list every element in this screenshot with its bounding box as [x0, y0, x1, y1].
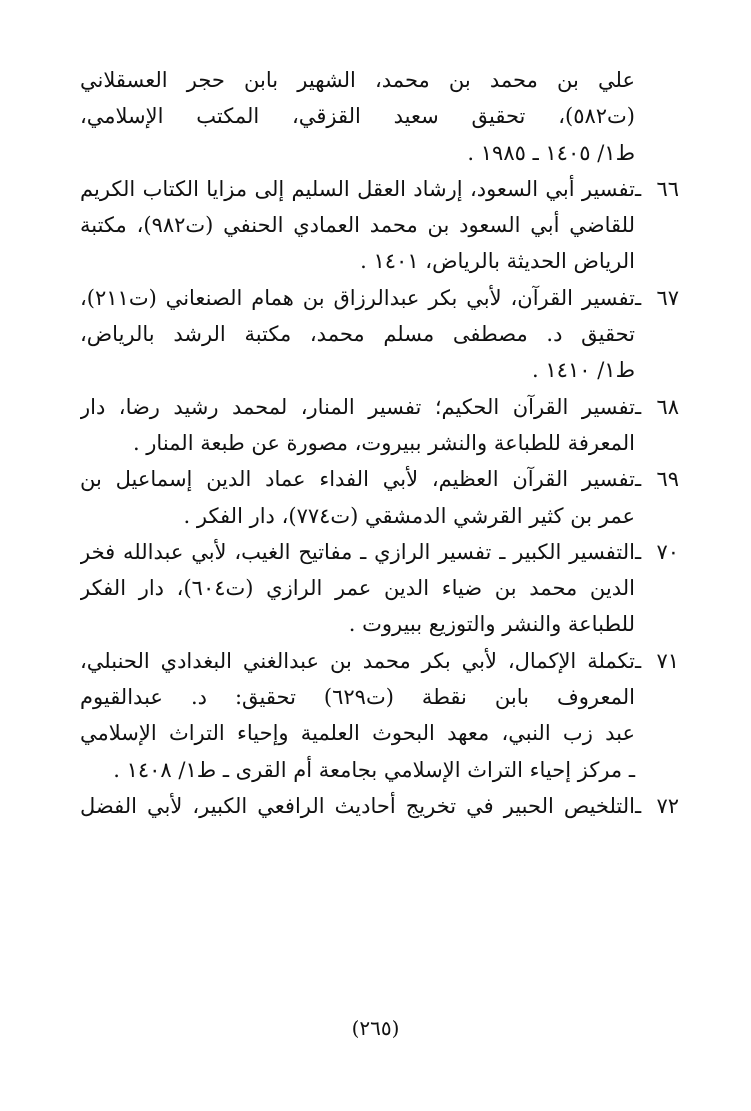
entry-first-line: [80, 389, 679, 425]
entry-first-line: [80, 461, 679, 497]
text-line: علي بن محمد بن محمد، الشهير بابن حجر العسقلاني: [80, 68, 635, 92]
entry-text: التفسير الكبير ـ تفسير الرازي ـ مفاتيح الغيب، لأبي عبدالله فخر: [80, 539, 635, 564]
bibliography-text: [80, 62, 679, 824]
entry-text: تفسير القرآن الحكيم؛ تفسير المنار، لمحمد رشيد رضا، دار: [80, 394, 635, 419]
text-line: للقاضي أبي السعود بن محمد العمادي الحنفي (ت٩٨٢)، مكتبة: [80, 213, 635, 238]
entry-number: ٧٢ ـ: [635, 793, 679, 818]
text-line: (ت٥٨٢)، تحقيق سعيد القزقي، المكتب الإسلامي،: [80, 104, 635, 129]
text-line: المعرفة للطباعة والنشر ببيروت، مصورة عن طبعة المنار .: [132, 430, 635, 455]
entry-first-line: [80, 534, 679, 570]
entry-first-line: [80, 171, 679, 207]
text-line: ـ مركز إحياء التراث الإسلامي بجامعة أم القرى ـ ط١/ ١٤٠٨ .: [113, 757, 635, 782]
entry-text: تفسير القرآن، لأبي بكر عبدالرزاق بن همام الصنعاني (ت٢١١)،: [80, 285, 635, 310]
entry-text: تفسير القرآن العظيم، لأبي الفداء عماد الدين إسماعيل بن: [80, 467, 635, 492]
entry-number: ٦٩ ـ: [635, 467, 679, 492]
text-line: ط١/ ١٤١٠ .: [532, 358, 635, 383]
entry-first-line: [80, 788, 679, 824]
entry-text: تكملة الإكمال، لأبي بكر محمد بن عبدالغني البغدادي الحنبلي،: [80, 648, 635, 673]
text-line: تحقيق د. مصطفى مسلم محمد، مكتبة الرشد بالرياض،: [80, 322, 635, 347]
text-line: عمر بن كثير القرشي الدمشقي (ت٧٧٤)، دار الفكر .: [183, 503, 635, 528]
text-line: عبد زب النبي، معهد البحوث العلمية وإحياء التراث الإسلامي: [80, 721, 635, 746]
text-line: الدين محمد بن ضياء الدين عمر الرازي (ت٦٠٤)، دار الفكر: [80, 576, 635, 601]
entry-number: ٧٠ ـ: [635, 539, 679, 564]
entry-number: ٧١ ـ: [635, 648, 679, 673]
text-line: المعروف بابن نقطة (ت٦٢٩) تحقيق: د. عبدالقيوم: [80, 685, 635, 710]
text-line: الرياض الحديثة بالرياض، ١٤٠١ .: [360, 249, 635, 274]
text-line: للطباعة والنشر والتوزيع ببيروت .: [348, 612, 635, 637]
entry-number: ٦٧ ـ: [635, 285, 679, 310]
entry-text: التلخيص الحبير في تخريج أحاديث الرافعي الكبير، لأبي الفضل: [80, 793, 635, 818]
text-line: ط١/ ١٤٠٥ ـ ١٩٨٥ .: [467, 140, 635, 165]
page-number: (٢٦٥): [351, 1016, 400, 1040]
entry-first-line: [80, 280, 679, 316]
entry-first-line: [80, 643, 679, 679]
entry-text: تفسير أبي السعود، إرشاد العقل السليم إلى مزايا الكتاب الكريم: [80, 176, 635, 201]
entry-number: ٦٨ ـ: [635, 394, 679, 419]
entry-number: ٦٦ ـ: [635, 176, 679, 201]
